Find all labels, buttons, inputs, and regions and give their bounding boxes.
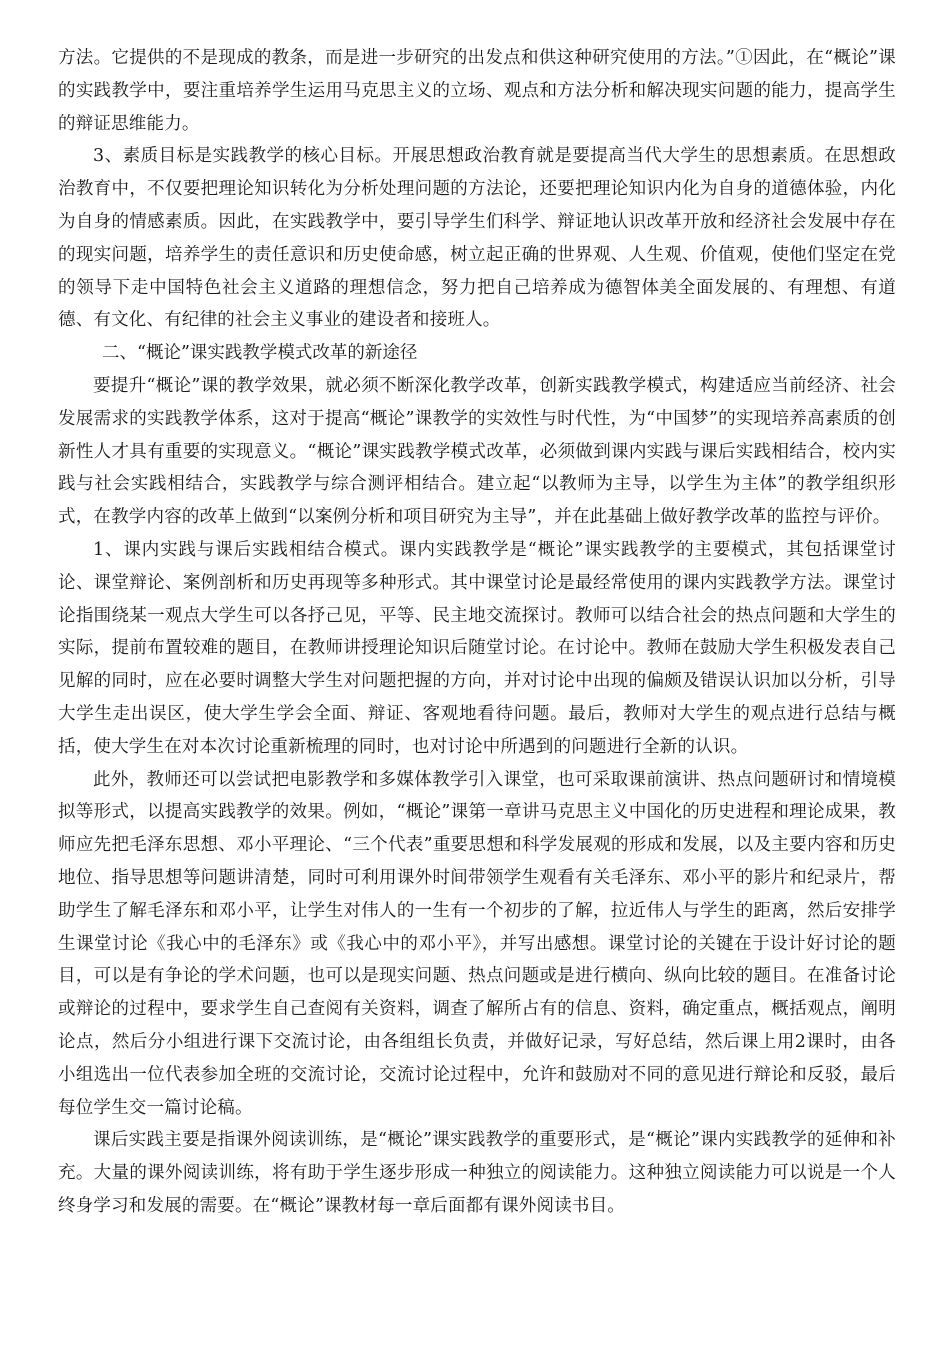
paragraph-5: 此外，教师还可以尝试把电影教学和多媒体教学引入课堂，也可采取课前演讲、热点问题研讨和情境模拟等形式，以提高实践教学的效果。例如，“概论”课第一章讲马克思主义中国化的历史进程和理论成果，教师应先把毛泽东思想、邓小平理论、“三个代表”重要思想和科学发展观的形成和发展，以及主要内容和历史地位、指导思想等问题讲清楚，同时可利用课外时间带领学生观看有关毛泽东、邓小平的影片和纪录片，帮助学生了解毛泽东和邓小平，让学生对伟人的一生有一个初步的了解，拉近伟人与学生的距离，然后安排学生课堂讨论《我心中的毛泽东》或《我心中的邓小平》，并写出感想。课堂讨论的关键在于设计好讨论的题目，可以是有争论的学术问题，也可以是现实问题、热点问题或是进行横向、纵向比较的题目。在准备讨论或辩论的过程中，要求学生自己查阅有关资料，调查了解所占有的信息、资料，确定重点，概括观点，阐明论点，然后分小组进行课下交流讨论，由各组组长负责，并做好记录，写好总结，然后课上用2课时，由各小组选出一位代表参加全班的交流讨论，交流讨论过程中，允许和鼓励对不同的意见进行辩论和反驳，最后每位学生交一篇讨论稿。 [58, 769, 896, 1118]
paragraph-4: 1、课内实践与课后实践相结合模式。课内实践教学是“概论”课实践教学的主要模式，其包括课堂讨论、课堂辩论、案例剖析和历史再现等多种形式。其中课堂讨论是最经常使用的课内实践教学方法。课堂讨论指围绕某一观点大学生可以各抒己见，平等、民主地交流探讨。教师可以结合社会的热点问题和大学生的实际，提前布置较难的题目，在教师讲授理论知识后随堂讨论。在讨论中。教师在鼓励大学生积极发表自己见解的同时，应在必要时调整大学生对问题把握的方向，并对讨论中出现的偏颇及错误认识加以分析，引导大学生走出误区，使大学生学会全面、辩证、客观地看待问题。最后，教师对大学生的观点进行总结与概括，使大学生在对本次讨论重新梳理的同时，也对讨论中所遇到的问题进行全新的认识。 [58, 539, 896, 757]
paragraph-6: 课后实践主要是指课外阅读训练，是“概论”课实践教学的重要形式，是“概论”课内实践教学的延伸和补充。大量的课外阅读训练，将有助于学生逐步形成一种独立的阅读能力。这种独立阅读能力可以说是一个人终身学习和发展的需要。在“概论”课教材每一章后面都有课外阅读书目。 [58, 1130, 896, 1216]
document-page [58, 42, 896, 1223]
section-heading: 二、“概论”课实践教学模式改革的新途径 [102, 343, 418, 364]
paragraph-2: 3、素质目标是实践教学的核心目标。开展思想政治教育就是要提高当代大学生的思想素质。在思想政治教育中，不仅要把理论知识转化为分析处理问题的方法论，还要把理论知识内化为自身的道德体验，内化为自身的情感素质。因此，在实践教学中，要引导学生们科学、辩证地认识改革开放和经济社会发展中存在的现实问题，培养学生的责任意识和历史使命感，树立起正确的世界观、人生观、价值观，使他们坚定在党的领导下走中国特色社会主义道路的理想信念，努力把自己培养成为德智体美全面发展的、有理想、有道德、有文化、有纪律的社会主义事业的建设者和接班人。 [58, 146, 896, 331]
paragraph-3: 要提升“概论”课的教学效果，就必须不断深化教学改革，创新实践教学模式，构建适应当前经济、社会发展需求的实践教学体系，这对于提高“概论”课教学的实效性与时代性，为“中国梦”的实现培养高素质的创新性人才具有重要的实现意义。“概论”课实践教学模式改革，必须做到课内实践与课后实践相结合，校内实践与社会实践相结合，实践教学与综合测评相结合。建立起“以教师为主导，以学生为主体”的教学组织形式，在教学内容的改革上做到“以案例分析和项目研究为主导”，并在此基础上做好教学改革的监控与评价。 [58, 375, 896, 528]
paragraph-1: 方法。它提供的不是现成的教条，而是进一步研究的出发点和供这种研究使用的方法。”①因此，在“概论”课的实践教学中，要注重培养学生运用马克思主义的立场、观点和方法分析和解决现实问题的能力，提高学生的辩证思维能力。 [58, 48, 896, 134]
